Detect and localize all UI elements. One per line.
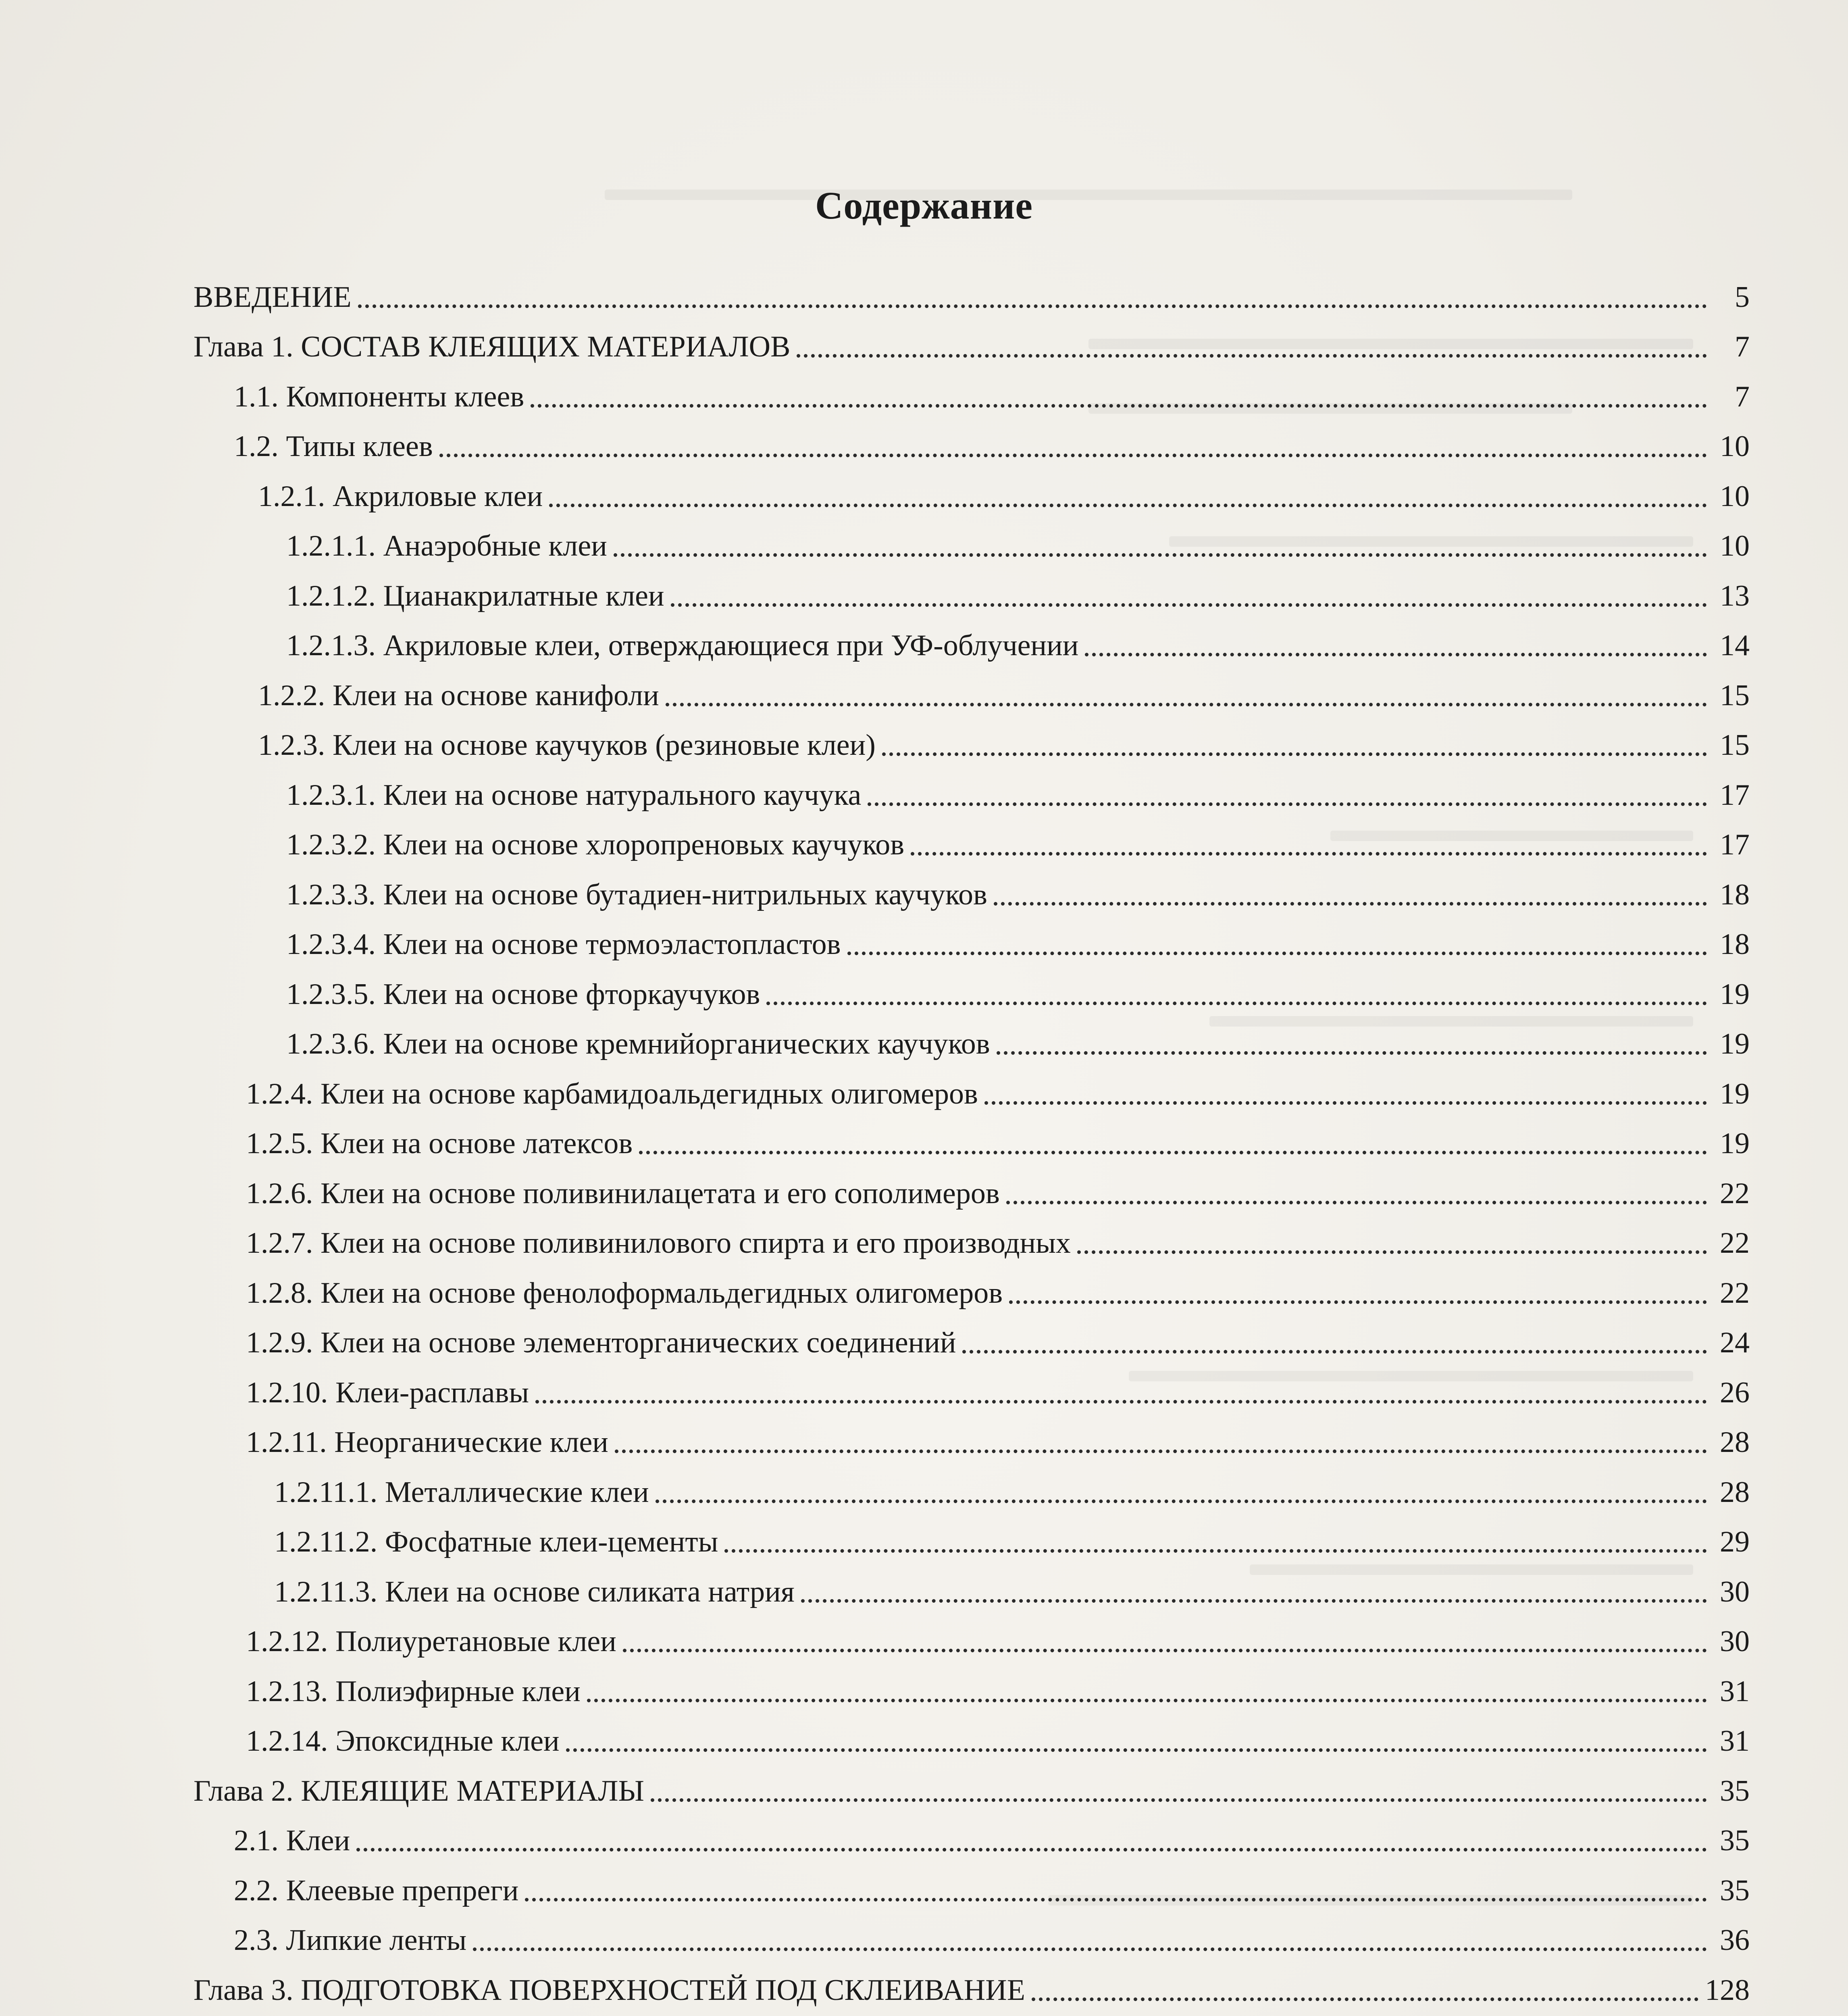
toc-entry-page-number: 30 <box>1720 1625 1750 1658</box>
dot-leader <box>868 802 1707 806</box>
dot-leader <box>473 1947 1707 1951</box>
table-of-contents <box>194 262 1750 2016</box>
toc-entry[interactable] <box>194 1308 1750 1358</box>
toc-entry[interactable] <box>194 1806 1750 1856</box>
toc-entry-page-number: 19 <box>1720 977 1750 1011</box>
toc-entry[interactable] <box>194 1059 1750 1109</box>
toc-entry-title: 1.2.11. Неорганические клеи <box>246 1426 608 1459</box>
toc-entry-title: 1.2.1.3. Акриловые клеи, отверждающиеся при УФ-облучении <box>286 629 1079 662</box>
toc-entry[interactable] <box>194 1109 1750 1159</box>
toc-entry-page-number: 35 <box>1720 1874 1750 1907</box>
dot-leader <box>614 553 1707 557</box>
toc-entry-title: 1.2.1.2. Цианакрилатные клеи <box>286 579 664 612</box>
dot-leader <box>911 852 1707 856</box>
toc-entry-title: 2.3. Липкие ленты <box>234 1924 467 1957</box>
toc-entry-page-number: 24 <box>1720 1326 1750 1359</box>
toc-entry[interactable] <box>194 1158 1750 1208</box>
toc-entry-page-number: 10 <box>1720 430 1750 463</box>
toc-entry-page-number: 30 <box>1720 1575 1750 1608</box>
toc-entry-title: 1.2.10. Клеи-расплавы <box>246 1376 529 1409</box>
toc-entry[interactable] <box>194 660 1750 710</box>
dot-leader <box>1009 1300 1707 1304</box>
dot-leader <box>639 1151 1707 1154</box>
toc-entry-page-number: 5 <box>1735 280 1750 314</box>
toc-entry[interactable] <box>194 1656 1750 1706</box>
toc-entry-page-number: 18 <box>1720 878 1750 911</box>
dot-leader <box>623 1649 1707 1652</box>
toc-entry[interactable] <box>194 959 1750 1009</box>
toc-entry[interactable] <box>194 561 1750 611</box>
toc-entry[interactable] <box>194 1557 1750 1607</box>
toc-entry[interactable] <box>194 1607 1750 1657</box>
toc-entry[interactable] <box>194 611 1750 661</box>
dot-leader <box>666 703 1707 706</box>
toc-entry[interactable] <box>194 910 1750 960</box>
dot-leader <box>615 1450 1707 1453</box>
toc-entry-title: 1.2.1. Акриловые клеи <box>258 479 543 513</box>
dot-leader <box>525 1898 1707 1901</box>
toc-entry[interactable] <box>194 1906 1750 1956</box>
toc-entry-title: 1.2.3.5. Клеи на основе фторкаучуков <box>286 977 760 1011</box>
toc-entry-page-number: 14 <box>1720 629 1750 662</box>
toc-entry[interactable] <box>194 1009 1750 1059</box>
dot-leader <box>1032 1997 1698 2001</box>
toc-entry[interactable] <box>194 461 1750 511</box>
toc-entry-page-number: 17 <box>1720 828 1750 861</box>
toc-entry-title: 1.2.12. Полиуретановые клеи <box>246 1625 616 1658</box>
toc-entry-page-number: 15 <box>1720 679 1750 712</box>
dot-leader <box>766 1002 1707 1005</box>
toc-entry[interactable] <box>194 1706 1750 1756</box>
toc-entry-page-number: 26 <box>1720 1376 1750 1409</box>
toc-entry[interactable] <box>194 760 1750 810</box>
dot-leader <box>535 1400 1707 1404</box>
dot-leader <box>531 404 1707 408</box>
toc-entry[interactable] <box>194 2005 1750 2016</box>
toc-entry-title: 1.2.7. Клеи на основе поливинилового спирта и его производных <box>246 1227 1071 1260</box>
toc-entry-title: Глава 1. СОСТАВ КЛЕЯЩИХ МАТЕРИАЛОВ <box>194 330 791 363</box>
toc-entry[interactable] <box>194 1408 1750 1458</box>
dot-leader <box>356 1848 1707 1851</box>
dot-leader <box>962 1350 1707 1354</box>
toc-entry-title: 1.2.11.2. Фосфатные клеи-цементы <box>274 1525 718 1558</box>
dot-leader <box>656 1500 1707 1503</box>
toc-entry[interactable] <box>194 1258 1750 1308</box>
toc-entry-title: ВВЕДЕНИЕ <box>194 280 352 314</box>
toc-entry-page-number: 35 <box>1720 1824 1750 1857</box>
toc-entry-page-number: 22 <box>1720 1276 1750 1310</box>
toc-entry[interactable] <box>194 1756 1750 1806</box>
dot-leader <box>997 1051 1707 1055</box>
toc-entry-title: 1.2.5. Клеи на основе латексов <box>246 1127 633 1160</box>
toc-entry-title: 1.2.3.2. Клеи на основе хлоропреновых каучуков <box>286 828 905 861</box>
toc-entry-title: 1.2.8. Клеи на основе фенолоформальдегидных олигомеров <box>246 1276 1003 1310</box>
toc-entry[interactable] <box>194 1856 1750 1906</box>
dot-leader <box>882 752 1707 756</box>
toc-entry-title: 1.2.14. Эпоксидные клеи <box>246 1724 560 1758</box>
dot-leader <box>1077 1250 1707 1254</box>
toc-entry[interactable] <box>194 1507 1750 1557</box>
toc-entry-page-number: 10 <box>1720 479 1750 513</box>
toc-entry[interactable] <box>194 312 1750 362</box>
toc-entry-page-number: 19 <box>1720 1077 1750 1110</box>
toc-entry-page-number: 13 <box>1720 579 1750 612</box>
toc-entry-title: Глава 3. ПОДГОТОВКА ПОВЕРХНОСТЕЙ ПОД СКЛЕИВАНИЕ <box>194 1973 1025 2007</box>
toc-entry-page-number: 15 <box>1720 729 1750 762</box>
toc-entry-page-number: 29 <box>1720 1525 1750 1558</box>
toc-entry-title: 1.2.3. Клеи на основе каучуков (резиновые клеи) <box>258 729 876 762</box>
toc-entry-page-number: 36 <box>1720 1924 1750 1957</box>
dot-leader <box>671 603 1707 607</box>
toc-entry-title: 1.2. Типы клеев <box>234 430 433 463</box>
toc-entry-title: 1.2.3.1. Клеи на основе натурального каучука <box>286 778 862 812</box>
dot-leader <box>439 454 1707 457</box>
toc-entry-page-number: 18 <box>1720 928 1750 961</box>
toc-entry-title: 1.2.1.1. Анаэробные клеи <box>286 529 607 562</box>
dot-leader <box>984 1101 1707 1105</box>
toc-entry-page-number: 28 <box>1720 1475 1750 1509</box>
toc-entry-page-number: 31 <box>1720 1724 1750 1758</box>
toc-entry-title: 1.2.3.6. Клеи на основе кремнийорганических каучуков <box>286 1027 990 1060</box>
toc-entry-page-number: 7 <box>1735 330 1750 363</box>
dot-leader <box>797 354 1707 358</box>
toc-entry-page-number: 35 <box>1720 1774 1750 1808</box>
toc-entry[interactable] <box>194 1457 1750 1507</box>
toc-entry-page-number: 22 <box>1720 1227 1750 1260</box>
toc-entry[interactable] <box>194 412 1750 462</box>
dot-leader <box>1085 653 1707 656</box>
dot-leader <box>651 1798 1707 1802</box>
dot-leader <box>801 1599 1707 1603</box>
dot-leader <box>587 1699 1707 1702</box>
dot-leader <box>549 504 1707 507</box>
toc-entry[interactable] <box>194 810 1750 860</box>
toc-entry-title: 1.2.9. Клеи на основе элементорганических соединений <box>246 1326 956 1359</box>
page-title: Содержание <box>815 184 1033 227</box>
toc-entry-title: 1.2.3.4. Клеи на основе термоэластопластов <box>286 928 841 961</box>
toc-entry-title: 2.2. Клеевые препреги <box>234 1874 519 1907</box>
toc-entry-page-number: 31 <box>1720 1674 1750 1708</box>
toc-entry-title: 1.2.11.1. Металлические клеи <box>274 1475 649 1509</box>
toc-entry-title: 1.1. Компоненты клеев <box>234 380 524 413</box>
toc-entry-page-number: 128 <box>1705 1973 1750 2007</box>
toc-entry-page-number: 19 <box>1720 1027 1750 1060</box>
toc-entry-title: 1.2.13. Полиэфирные клеи <box>246 1674 581 1708</box>
toc-entry[interactable] <box>194 1358 1750 1408</box>
toc-entry-title: 1.2.2. Клеи на основе канифоли <box>258 679 659 712</box>
toc-entry[interactable] <box>194 710 1750 760</box>
dot-leader <box>1006 1201 1707 1204</box>
toc-entry-page-number: 10 <box>1720 529 1750 562</box>
toc-entry-title: 1.2.4. Клеи на основе карбамидоальдегидных олигомеров <box>246 1077 978 1110</box>
dot-leader <box>358 304 1707 308</box>
dot-leader <box>847 952 1707 955</box>
toc-entry-title: 1.2.3.3. Клеи на основе бутадиен-нитрильных каучуков <box>286 878 987 911</box>
toc-entry-page-number: 17 <box>1720 778 1750 812</box>
toc-entry-page-number: 7 <box>1735 380 1750 413</box>
toc-entry[interactable] <box>194 1955 1750 2005</box>
toc-entry[interactable] <box>194 860 1750 910</box>
toc-entry-title: 1.2.11.3. Клеи на основе силиката натрия <box>274 1575 795 1608</box>
toc-entry-page-number: 19 <box>1720 1127 1750 1160</box>
toc-entry-title: 2.1. Клеи <box>234 1824 350 1857</box>
toc-entry-title: Глава 2. КЛЕЯЩИЕ МАТЕРИАЛЫ <box>194 1774 645 1808</box>
toc-entry-title: 1.2.6. Клеи на основе поливинилацетата и его сополимеров <box>246 1177 1000 1210</box>
toc-entry[interactable] <box>194 262 1750 312</box>
dot-leader <box>724 1549 1707 1553</box>
toc-entry-page-number: 28 <box>1720 1426 1750 1459</box>
toc-entry[interactable] <box>194 362 1750 412</box>
dot-leader <box>566 1748 1707 1752</box>
toc-entry[interactable] <box>194 1208 1750 1258</box>
dot-leader <box>994 902 1707 906</box>
toc-entry[interactable] <box>194 511 1750 561</box>
toc-entry-page-number: 22 <box>1720 1177 1750 1210</box>
